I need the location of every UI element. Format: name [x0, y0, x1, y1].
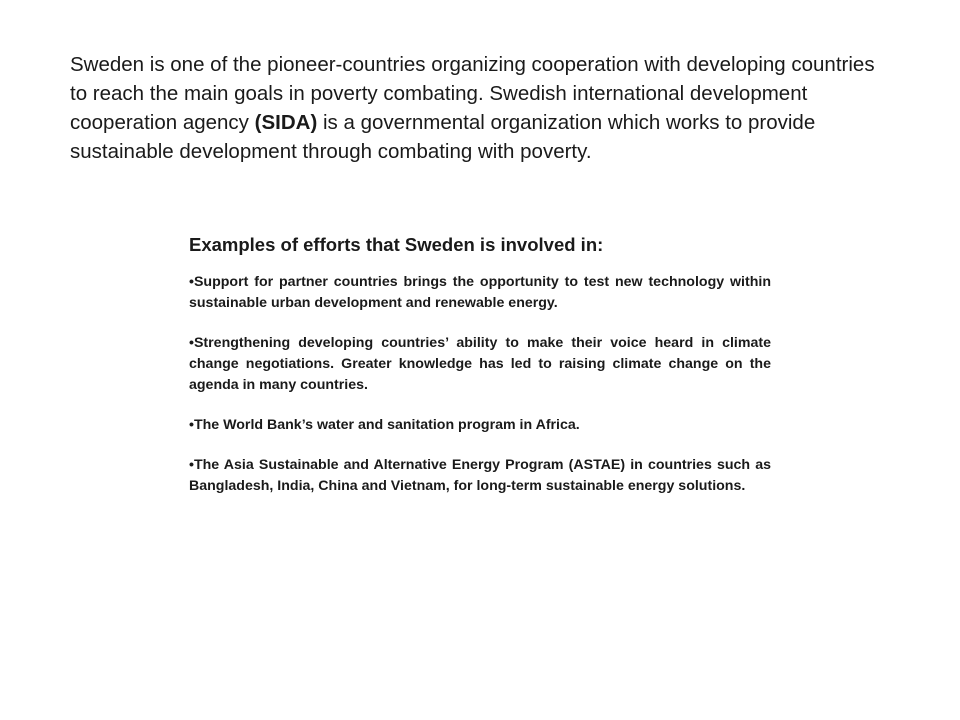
intro-text-start: Sweden is one of the pioneer-countries organizing cooperation with developing countries to reach the main goals in poverty combating. Swedish international development cooperation agency: [70, 53, 875, 134]
intro-text-end: is a governmental organization which works to provide sustainable development through combating with poverty.: [70, 111, 816, 163]
effort-item-climate-negotiations: •Strengthening developing countries’ ability to make their voice heard in climate change negotiations. Greater knowledge has led to raising climate change on the agenda in many countries.: [189, 335, 771, 393]
efforts-heading: Examples of efforts that Sweden is involved in:: [189, 234, 604, 255]
effort-item-astae: •The Asia Sustainable and Alternative Energy Program (ASTAE) in countries such as Bangladesh, India, China and Vietnam, for long-term sustainable energy solutions.: [189, 457, 771, 494]
sida-abbreviation: (SIDA): [254, 111, 318, 134]
efforts-section: [189, 232, 771, 516]
effort-item-world-bank-water: •The World Bank’s water and sanitation program in Africa.: [189, 417, 580, 433]
effort-item-partner-countries: •Support for partner countries brings the opportunity to test new technology within sustainable urban development and renewable energy.: [189, 274, 771, 311]
intro-paragraph: [70, 50, 890, 166]
